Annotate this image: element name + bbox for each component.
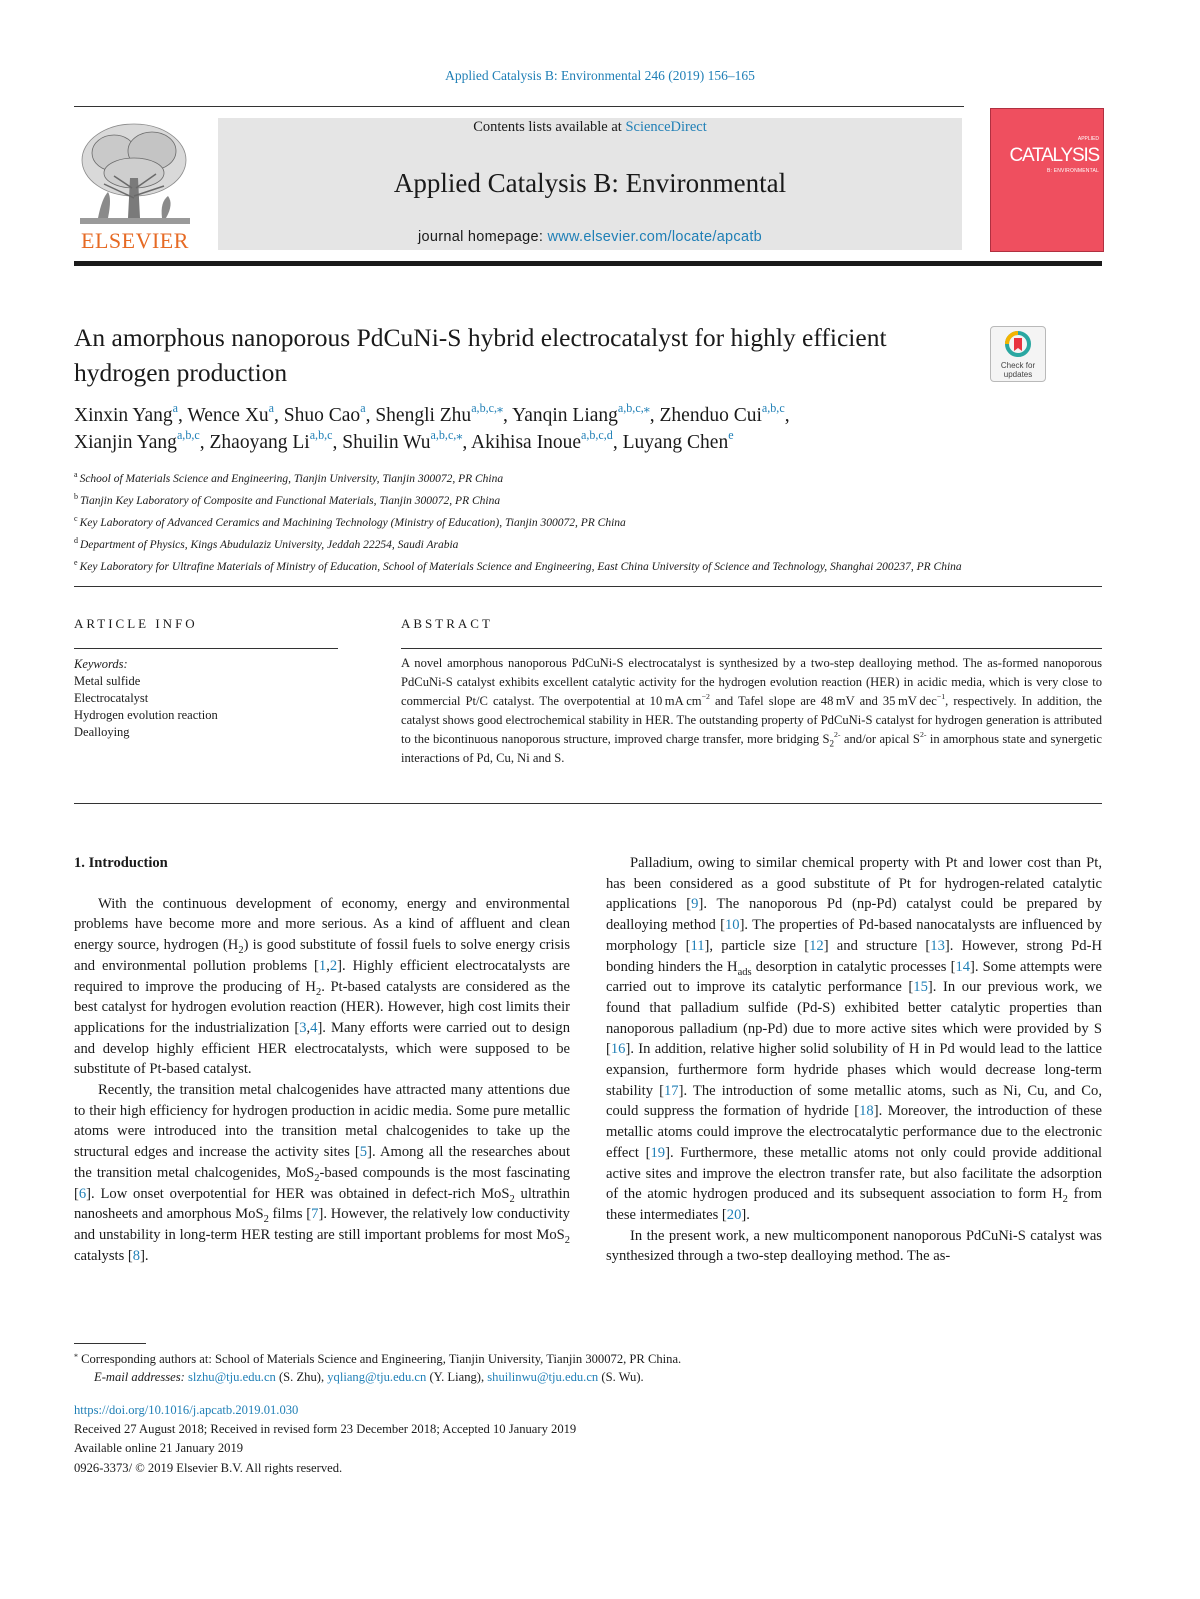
- citation-link[interactable]: 15: [913, 979, 928, 996]
- journal-homepage: [218, 229, 962, 245]
- citation-link[interactable]: 7: [311, 1206, 319, 1223]
- author[interactable]: [342, 427, 463, 453]
- author-affiliation-marker[interactable]: e: [728, 427, 734, 442]
- citation-link[interactable]: 13: [930, 937, 945, 954]
- author-name: Luyang Chen: [622, 432, 729, 453]
- citation-link[interactable]: 18: [859, 1103, 874, 1120]
- contents-line: [218, 119, 962, 136]
- author-name: Shuilin Wu: [342, 432, 431, 453]
- contents-prefix: Contents lists available at: [473, 119, 626, 135]
- citation-link[interactable]: 10: [724, 917, 740, 934]
- publisher-wordmark[interactable]: ELSEVIER: [81, 228, 189, 253]
- keyword-list: [74, 673, 338, 741]
- affiliation: [74, 488, 1074, 510]
- author[interactable]: [471, 427, 613, 453]
- keyword: Electrocatalyst: [74, 691, 149, 705]
- corresponding-text: Corresponding authors at: School of Materials Science and Engineering, Tianjin University, Tianjin 300072, PR China.: [81, 1352, 682, 1366]
- affiliation: [74, 554, 1074, 576]
- author-name: Zhaoyang Li: [209, 432, 310, 453]
- citation-link[interactable]: 5: [359, 1144, 368, 1161]
- homepage-prefix: journal homepage:: [417, 229, 548, 245]
- affiliation-letter: a: [74, 470, 78, 479]
- affiliation-letter: d: [74, 535, 78, 545]
- citation-link[interactable]: 16: [610, 1041, 626, 1058]
- doi-link[interactable]: https://doi.org/10.1016/j.apcatb.2019.01.030: [74, 1403, 299, 1417]
- citation-link[interactable]: 12: [809, 937, 824, 954]
- cover-title: CATALYSIS: [1009, 145, 1099, 166]
- check-updates-icon: [991, 327, 1045, 361]
- affiliation: [74, 532, 1074, 554]
- footnote-divider: [74, 1343, 146, 1344]
- check-for-updates-badge[interactable]: [990, 326, 1046, 382]
- email-owner: (S. Zhu),: [275, 1370, 328, 1384]
- affiliation-letter: e: [74, 557, 78, 567]
- affiliation-text: Key Laboratory for Ultrafine Materials of Ministry of Education, School of Materials Science and Engineering, East China University of Science and Technology, Shanghai 200237, PR China: [79, 560, 962, 573]
- author[interactable]: [187, 400, 275, 426]
- masthead-divider: [74, 261, 1102, 266]
- article-info-divider: [74, 648, 338, 649]
- article-info-heading: ARTICLE INFO: [74, 616, 198, 631]
- affiliation-text: Key Laboratory of Advanced Ceramics and Machining Technology (Ministry of Education), Tianjin 300072, PR China: [79, 516, 626, 529]
- author-name: Shengli Zhu: [375, 405, 472, 426]
- author-list: Xinxin Yang$^a$, Wence Xu$^a$, Shuo Cao$^a$, Shengli Zhu$^{a,b,c,⁎}$, Yanqin Liang$^{a,b,c,⁎}$, Zhenduo Cui$^{a,b,c}$, Xianjin Yang$^{a,b,c}$, Zhaoyang Li$^{a,b,c}$, Shuilin $Wu^{a,b,c,⁎}$, Akihisa Inoue$^{a,b,c,d}$, Luyang Chen$^e$: [74, 400, 790, 453]
- body-column-left: [74, 853, 570, 1266]
- author-affiliation-marker[interactable]: a,b,c,d: [580, 427, 613, 442]
- affiliation: [74, 510, 1074, 532]
- journal-homepage-link[interactable]: www.elsevier.com/locate/apcatb: [547, 229, 763, 245]
- author[interactable]: [375, 400, 504, 426]
- affiliation-text: Department of Physics, Kings Abudulaziz University, Jeddah 22254, Saudi Arabia: [80, 538, 459, 551]
- author-name: Shuo Cao: [283, 405, 361, 426]
- keyword: Hydrogen evolution reaction: [74, 708, 218, 722]
- running-header[interactable]: Applied Catalysis B: Environmental 246 (2019) 156–165: [445, 68, 755, 83]
- affiliation-letter: b: [74, 491, 78, 501]
- affiliation-letter: c: [74, 513, 78, 523]
- abstract-divider: [401, 648, 1102, 649]
- author[interactable]: [74, 427, 200, 453]
- author[interactable]: [659, 400, 785, 426]
- copyright: 0926-3373/ © 2019 Elsevier B.V. All rights reserved.: [74, 1460, 343, 1475]
- sciencedirect-link[interactable]: ScienceDirect: [625, 119, 707, 135]
- journal-cover-thumbnail[interactable]: [990, 108, 1104, 252]
- email-label: E-mail addresses:: [94, 1370, 185, 1384]
- corresponding-marker: ⁎: [74, 1349, 78, 1359]
- author-name: Xianjin Yang: [74, 432, 177, 453]
- corresponding-line: [74, 1349, 682, 1366]
- keywords-label: Keywords:: [74, 657, 128, 671]
- right-paragraphs: [606, 853, 1102, 1267]
- citation-link[interactable]: 14: [955, 958, 971, 975]
- body-paragraph: With the continuous development of economy, energy and environmental problems have become more and more serious. As a kind of affluent and clean energy source, hydrogen $(H_2)$ is good substitute of fossil fuels to solve energy crisis and environmental pollution problems [1,2]. Highly efficient electrocatalysts are required to improve the producing of $H_2$. Pt-based catalysts are considered as the best catalyst for hydrogen evolution reaction (HER). However, high cost limits their applications for the industrialization [3,4]. Many efforts were carried out to design and develop highly efficient HER electrocatalysts, which were supposed to be substitute of Pt-based catalyst.: [74, 895, 571, 1078]
- keyword: Dealloying: [74, 725, 130, 739]
- citation-link[interactable]: 3: [299, 1019, 307, 1036]
- citation-link[interactable]: 1: [318, 957, 327, 974]
- keyword: Metal sulfide: [74, 674, 141, 688]
- author-name: Xinxin Yang: [74, 405, 173, 426]
- author[interactable]: [622, 427, 734, 453]
- author-name: Zhenduo Cui: [659, 405, 762, 426]
- publication-info: [74, 1401, 1102, 1478]
- email-link[interactable]: yqliang@tju.edu.cn: [327, 1370, 427, 1384]
- abstract-bottom-divider: [74, 803, 1102, 804]
- affiliation-text: School of Materials Science and Engineering, Tianjin University, Tianjin 300072, PR China: [79, 472, 504, 485]
- citation-link[interactable]: 17: [663, 1082, 679, 1099]
- section-heading: 1. Introduction: [74, 855, 168, 871]
- available-online: Available online 21 January 2019: [74, 1441, 244, 1456]
- author-affiliation-marker[interactable]: a,b,c: [761, 400, 785, 415]
- cover-kicker: APPLIED: [1077, 136, 1099, 142]
- author[interactable]: [283, 400, 366, 426]
- left-paragraphs: [74, 894, 570, 1267]
- affiliation-text: Tianjin Key Laboratory of Composite and Functional Materials, Tianjin 300072, PR China: [80, 494, 501, 507]
- email-owner: (S. Wu).: [598, 1370, 644, 1384]
- citation-link[interactable]: 20: [726, 1206, 742, 1223]
- author[interactable]: [74, 400, 178, 426]
- abstract-text: A novel amorphous nanoporous PdCuNi-S electrocatalyst is synthesized by a two-step dealloying method. The as-formed nanoporous PdCuNi-S catalyst exhibits excellent catalytic activity for the hydrogen evolution reaction (HER) in acidic media, which is very close to commercial Pt/C catalyst. The overpotential at 10 mA $cm^{-2}$ and Tafel slope are 48 mV and 35 mV dec$^{-1}$, respectively. In addition, the catalyst shows good electrochemical stability in HER. The outstanding property of PdCuNi-S catalyst for hydrogen generation is attributed to the bicontinuous nanoporous structure, improved charge transfer, more bridging $S_2^{2-}$ and/or apical $S^{2-}$ in amorphous state and synergetic interactions of Pd, Cu, Ni and S.: [401, 656, 1103, 765]
- citation-link[interactable]: 11: [690, 937, 705, 954]
- author-name: Wence Xu: [187, 405, 269, 426]
- cover-subtitle: B: ENVIRONMENTAL: [1046, 168, 1099, 174]
- author-affiliation-marker[interactable]: a,b,c,⁎: [617, 400, 650, 415]
- journal-title: Applied Catalysis B: Environmental: [393, 168, 787, 198]
- author-name: Akihisa Inoue: [471, 432, 581, 453]
- affiliation-list: [74, 466, 1074, 576]
- author-affiliation-marker[interactable]: a: [360, 400, 366, 415]
- author-affiliation-marker[interactable]: a,b,c: [176, 427, 200, 442]
- body-paragraph: Palladium, owing to similar chemical property with Pt and lower cost than Pt, has been considered as a good substitute of Pt for hydrogen-related catalytic applications [9]. The nanoporous Pd (np-Pd) catalyst could be prepared by dealloying method [10]. The properties of Pd-based nanocatalysts are influenced by morphology [11], particle size [12] and structure [13]. However, strong Pd-H bonding hinders the $H_{ads}$ desorption in catalytic processes [14]. Some attempts were carried out to improve its catalytic performance [15]. In our previous work, we found that palladium sulfide (Pd-S) exhibited better catalytic properties than nanoporous palladium (np-Pd) due to more active sites which were provided by S [16]. In addition, relative higher solid solubility of H in Pd would lead to the lattice expansion, furthermore form hydride phases which would decrease long-term stability [17]. The introduction of some metallic atoms, such as Ni, Cu, and Co, could suppress the formation of hydride [18]. Moreover, the introduction of these metallic atoms could improve the electrocatalytic performance due to the electronic effect [19]. Furthermore, these metallic atoms not only could provide additional active sites and improve the electron transfer rate, but also facilitate the adsorption of the atomic hydrogen produced and its subsequent association to form $H_2$ from these intermediates [20].: [606, 855, 1103, 1223]
- affiliation: [74, 466, 1074, 488]
- body-paragraph: Recently, the transition metal chalcogenides have attracted many attentions due to their high efficiency for hydrogen production in acidic media. Some pure metallic atoms were introduced into the transition metal chalcogenides to take up the structural edges and increase the activity sites [5]. Among all the researches about the transition metal chalcogenides, MoS$_2$-based compounds is the most fascinating [6]. Low onset overpotential for HER was obtained in defect-rich MoS$_2$ ultrathin nanosheets and amorphous MoS$_2$ films [7]. However, the relatively low conductivity and unstability in long-term HER testing are still important problems for most MoS$_2$ catalysts [8].: [74, 1082, 570, 1264]
- check-updates-label: Check for updates: [1000, 361, 1036, 379]
- citation-link[interactable]: 9: [691, 896, 699, 913]
- affiliations-divider: [74, 586, 1102, 587]
- abstract-heading: ABSTRACT: [401, 616, 493, 631]
- header-divider: [74, 106, 964, 107]
- email-line: [74, 1368, 1102, 1386]
- author[interactable]: [209, 427, 333, 453]
- citation-link[interactable]: 2: [329, 957, 338, 974]
- email-owner: (Y. Liang),: [426, 1370, 488, 1384]
- citation-link[interactable]: 19: [650, 1144, 666, 1161]
- author-affiliation-marker[interactable]: a,b,c,⁎: [430, 427, 463, 442]
- citation-link[interactable]: 8: [132, 1247, 141, 1264]
- email-list: [188, 1370, 644, 1384]
- author-affiliation-marker[interactable]: a: [172, 400, 178, 415]
- citation-link[interactable]: 6: [78, 1185, 87, 1202]
- received-dates: Received 27 August 2018; Received in revised form 23 December 2018; Accepted 10 January 2019: [74, 1422, 577, 1437]
- author[interactable]: [512, 400, 650, 426]
- email-link[interactable]: shuilinwu@tju.edu.cn: [487, 1370, 599, 1384]
- keywords-block: [74, 656, 338, 741]
- author-affiliation-marker[interactable]: a,b,c,⁎: [471, 400, 504, 415]
- author-name: Yanqin Liang: [512, 405, 618, 426]
- author-affiliation-marker[interactable]: a: [268, 400, 275, 415]
- body-column-right: [606, 853, 1102, 1267]
- body-paragraph: In the present work, a new multicomponent nanoporous PdCuNi-S catalyst was synthesized through a two-step dealloying method. The as-: [606, 1227, 1102, 1265]
- author-affiliation-marker[interactable]: a,b,c: [309, 427, 333, 442]
- email-link[interactable]: slzhu@tju.edu.cn: [187, 1370, 276, 1384]
- corresponding-footnote: [74, 1350, 1102, 1386]
- article-title: An amorphous nanoporous PdCuNi-S hybrid electrocatalyst for highly efficient hydrogen production: [74, 323, 887, 387]
- citation-link[interactable]: 4: [310, 1019, 318, 1036]
